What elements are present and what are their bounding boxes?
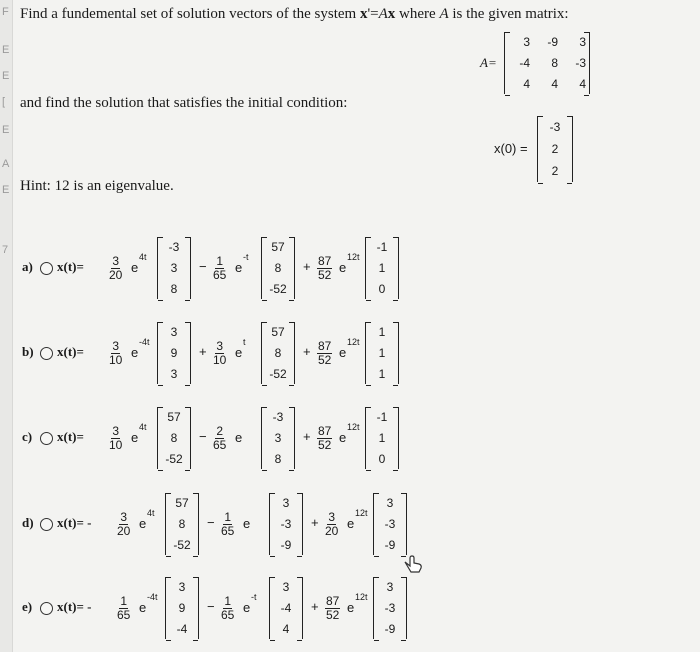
exp-base: e: [339, 345, 347, 360]
exp-base: e: [243, 516, 251, 531]
exponent: 4t: [139, 422, 147, 432]
edge-letter: E: [2, 124, 10, 136]
term-sign: +: [303, 259, 311, 274]
coefficient-fraction: $\frac{3}{20}$: [117, 510, 131, 538]
exponent: -4t: [139, 337, 150, 347]
exp-base: e: [347, 600, 355, 615]
option-radio[interactable]: [40, 602, 53, 615]
matrix-row: 3 -9 3: [523, 35, 586, 50]
exponent: 12t: [347, 422, 360, 432]
exponent: 12t: [355, 592, 368, 602]
option-label: d): [22, 515, 34, 530]
option-xt: x(t)=: [57, 429, 84, 444]
coefficient-fraction: $\frac{3}{20}$: [109, 254, 123, 282]
eigenvector: 3 -4 4: [269, 577, 303, 639]
term-sign: +: [303, 344, 311, 359]
edge-letter: E: [2, 44, 10, 56]
option-radio[interactable]: [40, 347, 53, 360]
coefficient-fraction: $\frac{3}{20}$: [325, 510, 339, 538]
option-label: b): [22, 344, 34, 359]
eigenvector: 57 8 -52: [157, 407, 191, 469]
coefficient-fraction: $\frac{87}{52}$: [318, 424, 332, 452]
coefficient-fraction: $\frac{87}{52}$: [318, 339, 332, 367]
initial-condition-text: and find the solution that satisfies the initial condition:: [20, 95, 348, 111]
eigenvector: -1 1 0: [365, 237, 399, 299]
exponent: 12t: [355, 508, 368, 518]
eigenvector: 57 8 -52: [261, 237, 295, 299]
eigenvector: 3 -3 -9: [373, 493, 407, 555]
edge-letter: F: [2, 6, 9, 18]
coefficient-fraction: $\frac{3}{10}$: [109, 339, 123, 367]
exponent: -t: [243, 252, 249, 262]
exp-base: e: [339, 430, 347, 445]
term-sign: −: [207, 515, 215, 530]
coefficient-fraction: $\frac{1}{65}$: [221, 510, 235, 538]
term-sign: +: [303, 429, 311, 444]
coefficient-fraction: $\frac{87}{52}$: [326, 594, 340, 622]
exponent: 12t: [347, 252, 360, 262]
exp-base: e: [131, 430, 139, 445]
term-sign: +: [199, 344, 207, 359]
eigenvector: -1 1 0: [365, 407, 399, 469]
exponent: -t: [251, 592, 257, 602]
option-xt: x(t)= -: [57, 599, 92, 614]
eigenvector: 57 8 -52: [261, 322, 295, 384]
edge-letter: E: [2, 70, 10, 82]
eigenvector: 3 -3 -9: [373, 577, 407, 639]
coefficient-fraction: $\frac{3}{10}$: [109, 424, 123, 452]
exponent: 12t: [347, 337, 360, 347]
exp-base: e: [235, 345, 243, 360]
hand-cursor-icon: [402, 554, 424, 574]
exp-base: e: [131, 260, 139, 275]
option-xt: x(t)=: [57, 259, 84, 274]
eigenvector: -3 3 8: [261, 407, 295, 469]
option-label: e): [22, 599, 33, 614]
exponent: t: [243, 337, 246, 347]
exp-base: e: [243, 600, 251, 615]
eigenvector: -3 3 8: [157, 237, 191, 299]
exp-base: e: [139, 600, 147, 615]
edge-letter: 7: [2, 244, 9, 256]
exp-base: e: [131, 345, 139, 360]
exp-base: e: [347, 516, 355, 531]
matrix-row: -4 8 -3: [519, 55, 586, 70]
coefficient-fraction: $\frac{2}{65}$: [213, 424, 227, 452]
coefficient-fraction: $\frac{87}{52}$: [318, 254, 332, 282]
edge-letter: A: [2, 158, 10, 170]
eigenvector: 1 1 1: [365, 322, 399, 384]
edge-letter: E: [2, 184, 10, 196]
option-radio[interactable]: [40, 518, 53, 531]
option-xt: x(t)= -: [57, 515, 92, 530]
matrix-row: 4 4 4: [523, 76, 586, 91]
hint-text: Hint: 12 is an eigenvalue.: [20, 178, 174, 194]
term-sign: +: [311, 599, 319, 614]
coefficient-fraction: $\frac{1}{65}$: [221, 594, 235, 622]
eigenvector: 57 8 -52: [165, 493, 199, 555]
coefficient-fraction: $\frac{1}{65}$: [213, 254, 227, 282]
x0-vector: -3 2 2: [537, 116, 573, 182]
option-label: a): [22, 259, 33, 274]
left-edge-strip: [0, 0, 13, 652]
term-sign: +: [311, 515, 319, 530]
exp-base: e: [139, 516, 147, 531]
exp-base: e: [235, 260, 243, 275]
term-sign: −: [207, 599, 215, 614]
question-text: Find a fundemental set of solution vectors of the system x'=Ax where A is the given matrix:: [20, 6, 569, 22]
coefficient-fraction: $\frac{1}{65}$: [117, 594, 131, 622]
option-radio[interactable]: [40, 262, 53, 275]
exponent: -4t: [147, 592, 158, 602]
exponent: 4t: [139, 252, 147, 262]
matrix-a-label: A=: [480, 55, 497, 70]
eigenvector: 3 9 3: [157, 322, 191, 384]
matrix-a: [504, 32, 590, 94]
option-radio[interactable]: [40, 432, 53, 445]
exp-base: e: [235, 430, 243, 445]
x0-label: x(0) =: [494, 141, 528, 156]
coefficient-fraction: $\frac{3}{10}$: [213, 339, 227, 367]
exp-base: e: [339, 260, 347, 275]
option-xt: x(t)=: [57, 344, 84, 359]
term-sign: −: [199, 429, 207, 444]
edge-letter: [: [2, 96, 6, 108]
eigenvector: 3 9 -4: [165, 577, 199, 639]
term-sign: −: [199, 259, 207, 274]
option-label: c): [22, 429, 33, 444]
exponent: 4t: [147, 508, 155, 518]
eigenvector: 3 -3 -9: [269, 493, 303, 555]
